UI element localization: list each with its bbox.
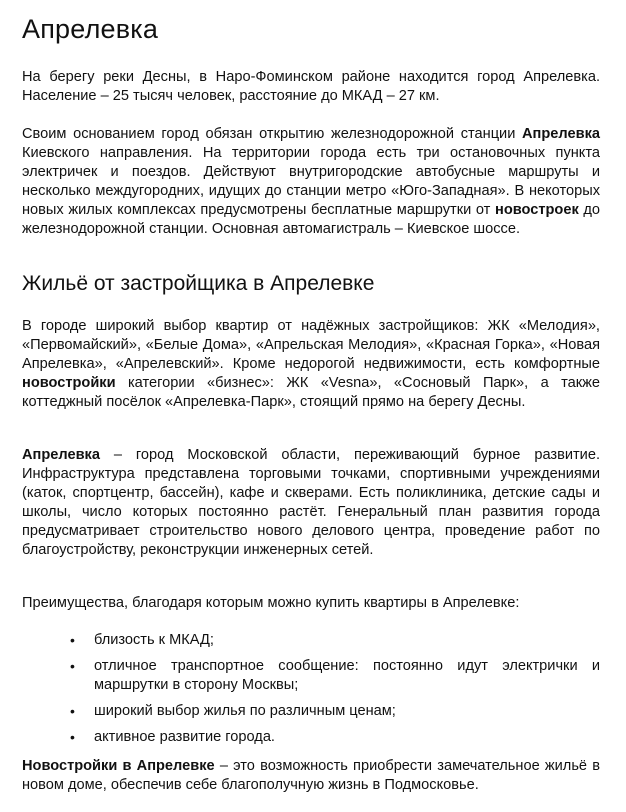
intro-paragraph: На берегу реки Десны, в Наро-Фоминском районе находится город Апрелевка. Население – 25 тысяч человек, расстояние до МКАД – 27 км.	[22, 69, 600, 104]
section-title: Жильё от застройщика в Апрелевке	[22, 272, 375, 295]
history-paragraph	[22, 125, 600, 239]
history-bold-1: Апрелевка	[522, 126, 600, 142]
list-item: • близость к МКАД;	[94, 631, 600, 650]
list-item: • широкий выбор жилья по различным ценам;	[94, 702, 600, 721]
history-text-3: до железнодорожной станции. Основная автомагистраль – Киевское шоссе.	[22, 202, 601, 237]
choice-text-2: категории «бизнес»: ЖК «Vesna», «Сосновый Парк», а также коттеджный посёлок «Апрелевка-Парк», стоящий прямо на берегу Десны.	[22, 375, 600, 410]
conclusion-text-1: – это возможность приобрести замечательное жильё в новом доме, обеспечив себе благополучную жизнь в Подмосковье.	[22, 758, 600, 793]
history-text-2: Киевского направления. На территории города есть три остановочных пункта электричек и поездов. Действуют внутригородские автобусные маршруты и несколько междугородних, идущих до станции метро «Юго-Западная». В некоторых новых жилых комплексах предусмотрены бесплатные маршрутки от	[22, 145, 600, 218]
choice-bold-1: новостройки	[22, 375, 116, 391]
page-title: Апрелевка	[22, 14, 159, 44]
choice-text-1: В городе широкий выбор квартир от надёжных застройщиков: ЖК «Мелодия», «Первомайский», «Белые Дома», «Апрельская Мелодия», «Красная Горка», «Новая Апрелевка», «Апрелевский». Кроме недорогой недвижимости, есть комфортные	[22, 318, 600, 372]
development-text-1: – город Московской области, переживающий бурное развитие. Инфраструктура представлена торговыми точками, спортивными учреждениями (каток, спортцентр, бассейн), кафе и скверами. Есть поликлиника, детские сады и школы, число которых постоянно растёт. Генеральный план развития города предусматривает строительство нового делового центра, проведение работ по благоустройству, реконструкции инженерных сетей.	[22, 447, 600, 558]
advantages-list	[94, 631, 600, 754]
conclusion-paragraph	[22, 757, 600, 795]
history-bold-2: новостроек	[495, 202, 579, 218]
choice-paragraph	[22, 317, 600, 412]
advantages-intro: Преимущества, благодаря которым можно купить квартиры в Апрелевке:	[22, 595, 520, 611]
history-text-1: Своим основанием город обязан открытию железнодорожной станции	[22, 126, 523, 142]
list-item: • активное развитие города.	[94, 728, 600, 747]
list-item: • отличное транспортное сообщение: постоянно идут электрички и маршрутки в сторону Москвы;	[94, 657, 600, 695]
conclusion-bold-1: Новостройки в Апрелевке	[22, 758, 215, 774]
development-bold-1: Апрелевка	[22, 447, 100, 463]
development-paragraph	[22, 446, 600, 560]
